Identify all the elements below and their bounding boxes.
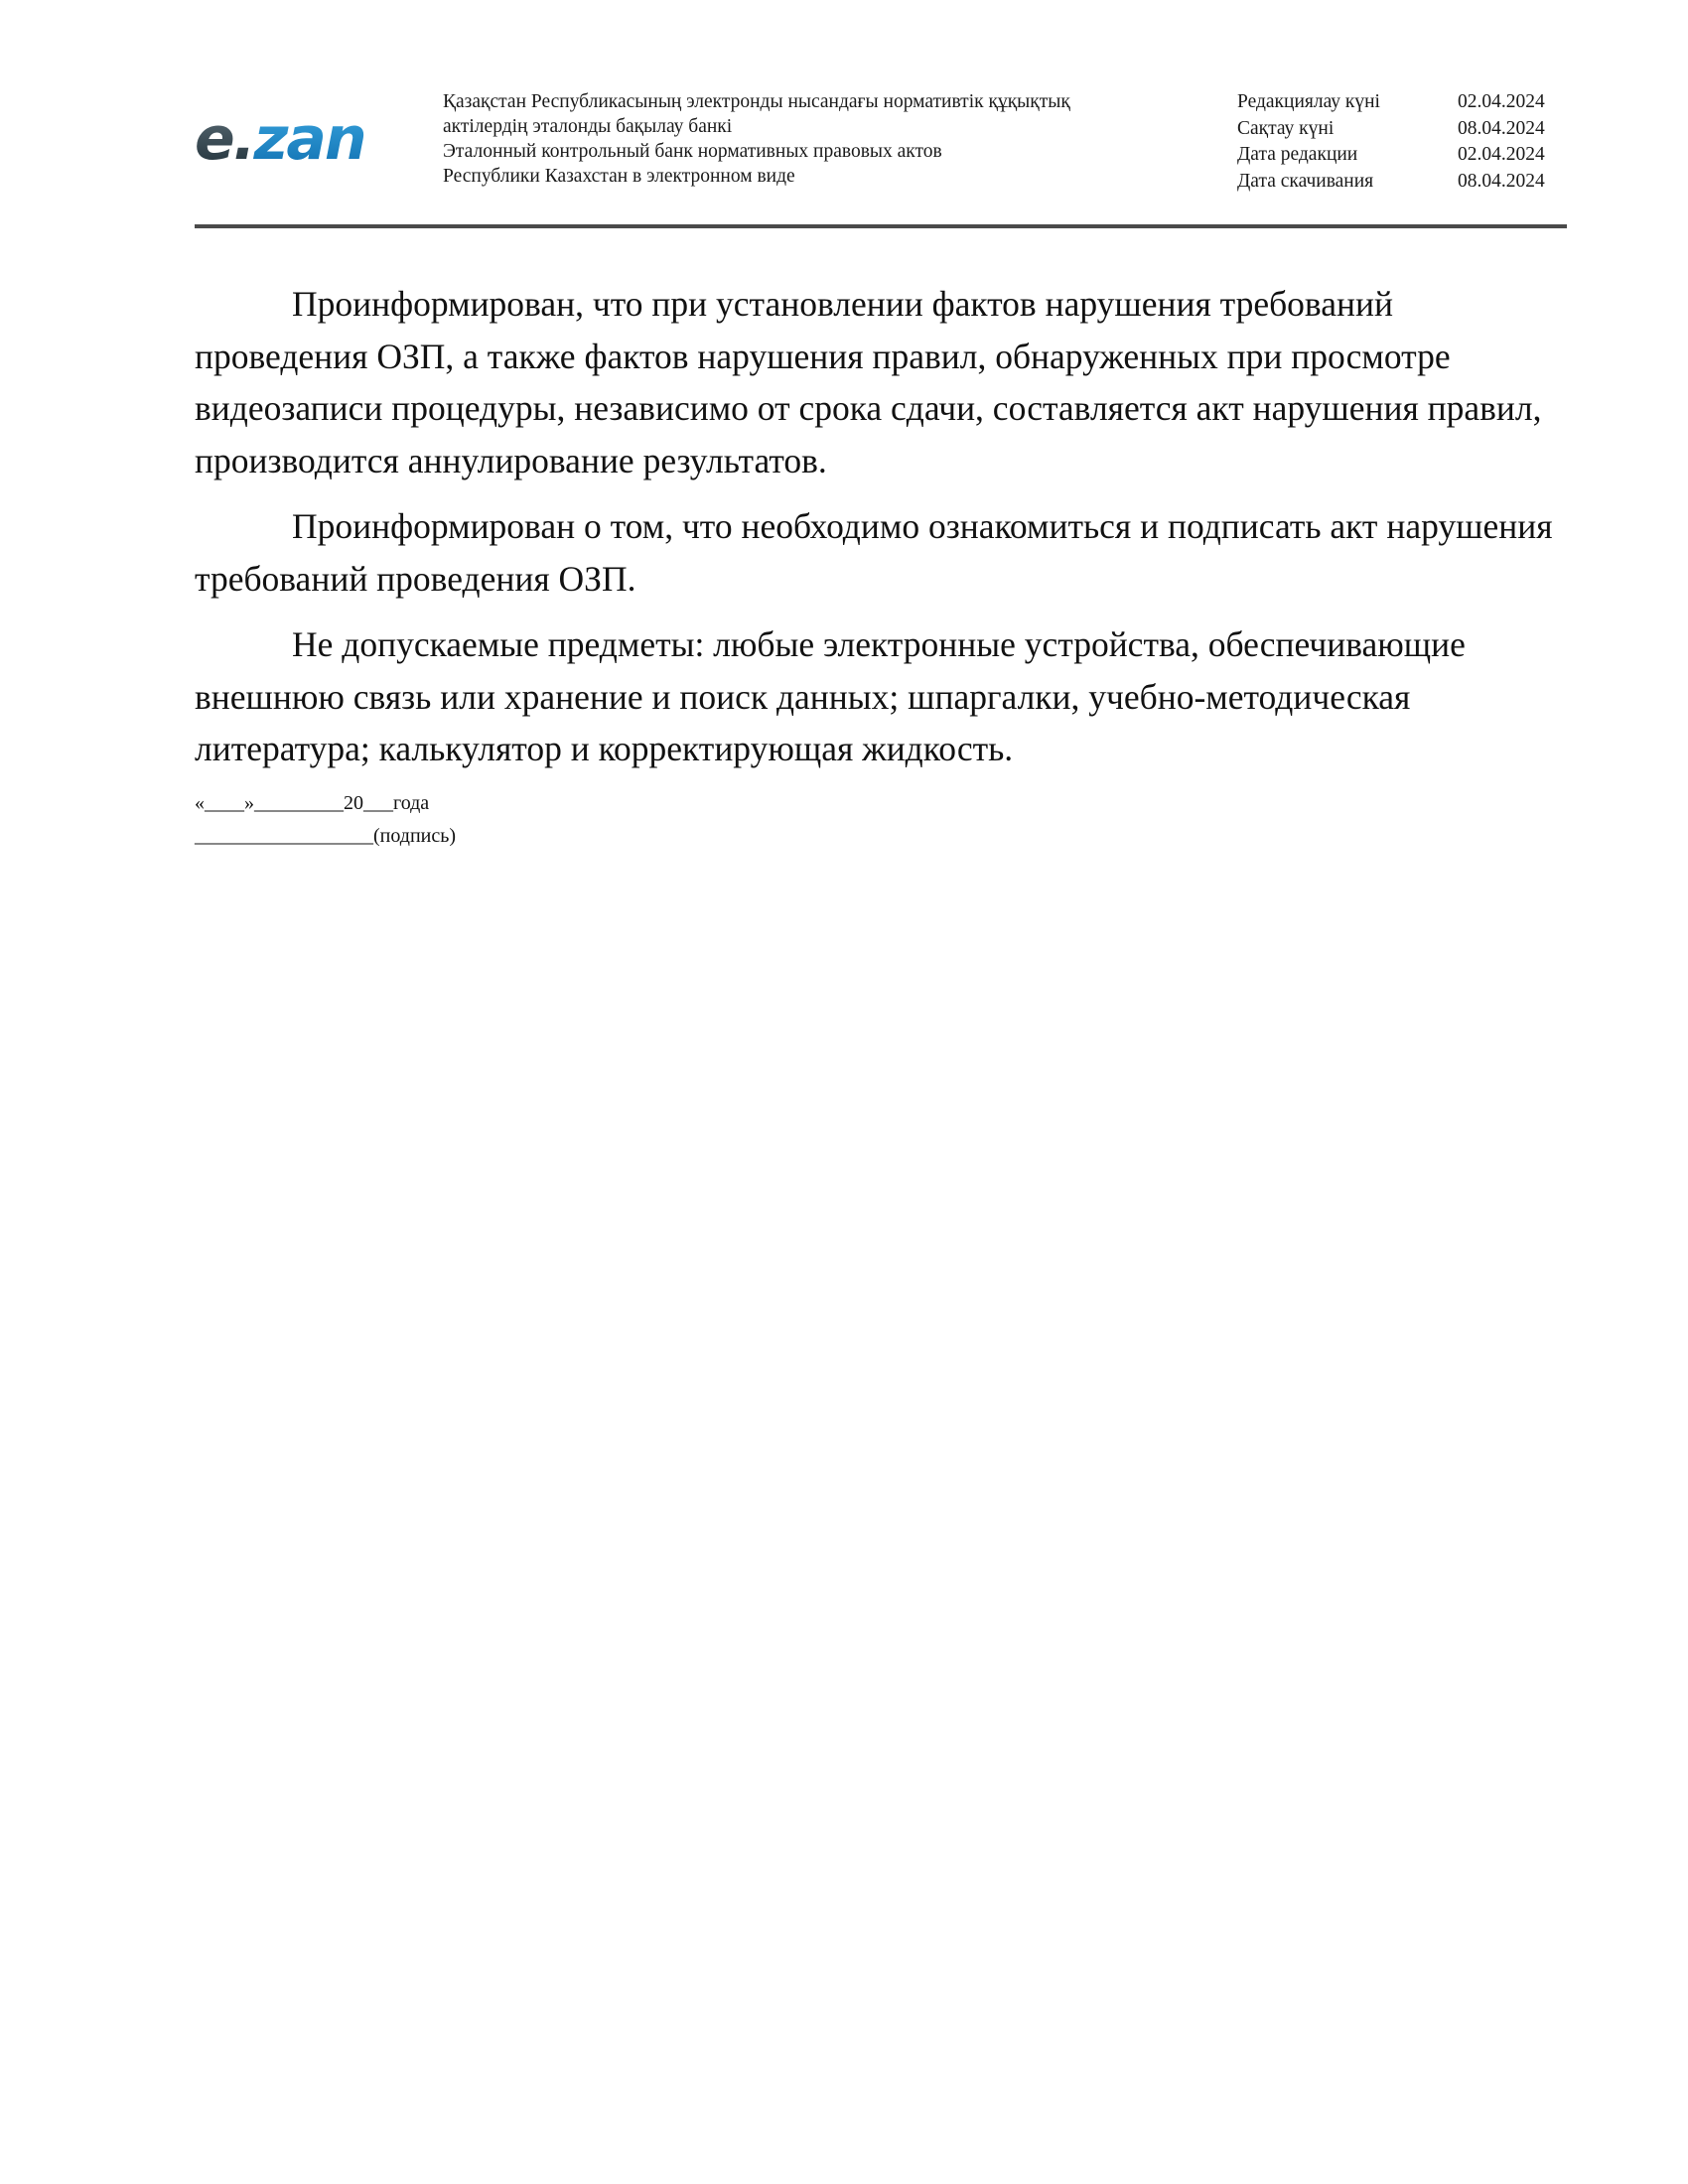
document-header (195, 85, 1567, 222)
date-row-edit-ru (1237, 142, 1567, 169)
bank-name-line: актілердің эталонды бақылау банкі (443, 116, 733, 137)
signature-line: __________________(подпись) (195, 824, 457, 847)
logo-text: e.zan (195, 104, 365, 169)
bank-name-line: Қазақстан Республикасының электронды нысандағы нормативтік құқықтық (443, 91, 1070, 112)
paragraph-prohibited-items: Не допускаемые предметы: любые электронные устройства, обеспечивающие внешнюю связь или хранение и поиск данных; шпаргалки, учебно-методическая литература; калькулятор и корректирующая жидкость. (195, 624, 1466, 768)
date-label: Дата редакции (1237, 144, 1358, 165)
date-value: 02.04.2024 (1458, 91, 1545, 112)
header-divider (195, 224, 1567, 228)
date-line: «____»_________20___года (195, 791, 430, 814)
date-label: Дата скачивания (1237, 170, 1374, 192)
bank-name-line: Республики Казахстан в электронном виде (443, 166, 795, 187)
date-value: 02.04.2024 (1458, 144, 1545, 165)
ezan-logo-graphic (195, 103, 393, 169)
date-row-save-kz (1237, 116, 1567, 143)
date-label: Редакциялау күні (1237, 91, 1380, 112)
bank-name-line: Эталонный контрольный банк нормативных правовых актов (443, 141, 942, 162)
date-value: 08.04.2024 (1458, 117, 1545, 139)
bank-name (443, 89, 1178, 189)
ezan-logo (195, 103, 393, 169)
date-value: 08.04.2024 (1458, 170, 1545, 192)
document-body (195, 278, 1567, 851)
paragraph-sign-act: Проинформирован о том, что необходимо ознакомиться и подписать акт нарушения требований проведения ОЗП. (195, 506, 1553, 599)
paragraph-violation-act: Проинформирован, что при установлении фактов нарушения требований проведения ОЗП, а также фактов нарушения правил, обнаруженных при просмотре видеозаписи процедуры, независимо от срока сдачи, составляется акт нарушения правил, производится аннулирование результатов. (195, 284, 1542, 480)
date-row-edit-kz (1237, 89, 1567, 116)
dates-table (1237, 89, 1567, 195)
date-label: Сақтау күні (1237, 117, 1335, 139)
date-row-download-ru (1237, 169, 1567, 196)
